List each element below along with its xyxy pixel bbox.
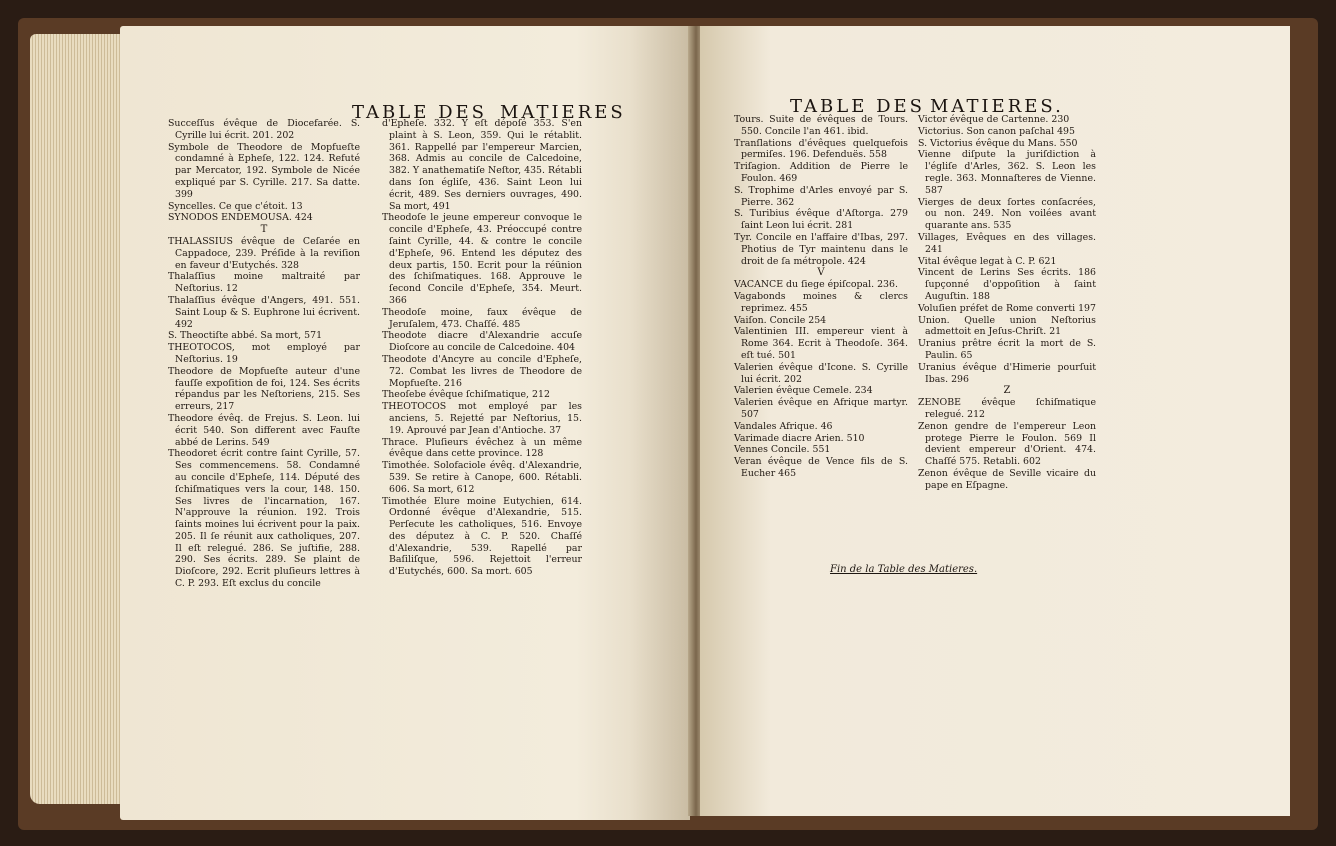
index-entry: Triſagion. Addition de Pierre le Foulon. 469 <box>734 161 908 184</box>
left-heading-matieres: MATIERES <box>500 102 626 123</box>
index-entry: Vincent de Lerins Ses écrits. 186 ſupçonné d'oppoſition à ſaint Auguſtin. 188 <box>918 267 1096 302</box>
index-entry: Theodore évêq. de Frejus. S. Leon. lui écrit 540. Son different avec Fauſte abbé de Lerins. 549 <box>168 412 360 448</box>
index-entry: Union. Quelle union Neſtorius admettoit en Jeſus-Chriſt. 21 <box>918 314 1096 338</box>
index-entry: Theodote d'Ancyre au concile d'Epheſe, 72. Combat les livres de Theodore de Mopfueſte. 216 <box>382 353 582 389</box>
right-column-1 <box>734 114 908 480</box>
index-entry: Tyr. Concile en l'affaire d'Ibas, 297. Photius de Tyr maintenu dans le droit de ſa métropole. 424 <box>734 231 908 267</box>
index-entry: Victor évêque de Cartenne. 230 <box>918 114 1070 125</box>
index-entry: Valerien évêque en Afrique martyr. 507 <box>734 397 908 420</box>
index-entry: Theodote diacre d'Alexandrie accuſe Dioſcore au concile de Calcedoine. 404 <box>382 330 582 354</box>
index-entry: Vagabonds moines & clercs reprimez. 455 <box>734 290 908 314</box>
index-entry: Zenon évêque de Seville vicaire du pape en Eſpagne. <box>918 467 1096 491</box>
index-entry: Thrace. Pluſieurs évêchez à un même évêque dans cette province. 128 <box>382 436 582 460</box>
index-entry: Vaiſon. Concile 254 <box>734 314 827 326</box>
index-entry: Vital évêque legat à C. P. 621 <box>918 255 1057 267</box>
left-heading-table-des: TABLE DES <box>352 102 487 123</box>
index-entry: Timothée Elure moine Eutychien, 614. Ordonné évêque d'Alexandrie, 515. Perſecute les catholiques, 516. Envoye des députez à C. P. 520. Chaſſé d'Alexandrie, 539. Rapellé par Baſiliſque, 596. Rejettoit l'erreur d'Eutychés, 600. Sa mort. 605 <box>382 495 582 578</box>
index-entry: Vierges de deux ſortes conſacrées, ou non. 249. Non voilées avant quarante ans. 535 <box>918 196 1096 232</box>
index-entry: S. Theoctiſte abbé. Sa mort, 571 <box>168 330 323 342</box>
index-entry: Theodore de Mopfueſte auteur d'une fauſſe expoſition de foi, 124. Ses écrits répandus par les Neſtoriens, 215. Ses erreurs, 217 <box>168 365 360 413</box>
index-entry: Vienne diſpute la juriſdiction à l'égliſe d'Arles, 362. S. Leon les regle. 363. Monnaſteres de Vienne. 587 <box>918 149 1096 196</box>
index-entry: Theodoſe moine, faux évêque de Jeruſalem, 473. Chaſſé. 485 <box>382 306 582 330</box>
index-entry: Victorius. Son canon paſchal 495 <box>918 125 1075 137</box>
index-entry: T <box>260 224 268 236</box>
left-column-1 <box>168 118 360 590</box>
index-entry: d'Epheſe. 332. Y eſt dépoſé 353. S'en plaint à S. Leon, 359. Qui le rétablit. 361. Rappellé par l'empereur Marcien, 368. Admis au concile de Calcedoine, 382. Y anathematiſe Neſtor, 435. Rétabli dans ſon égliſe, 436. Saint Leon lui écrit, 489. Ses derniers ouvrages, 490. Sa mort, 491 <box>382 118 582 212</box>
left-page <box>120 26 690 820</box>
index-entry: Valerien évêque d'Icone. S. Cyrille lui écrit. 202 <box>734 361 908 385</box>
index-entry: Veran évêque de Vence fils de S. Eucher 465 <box>734 456 908 479</box>
index-entry: ZENOBE évêque ſchiſmatique relegué. 212 <box>918 397 1096 420</box>
index-entry: Varimade diacre Arien. 510 <box>734 432 865 444</box>
index-entry: Theodoſe le jeune empereur convoque le concile d'Epheſe, 43. Préoccupé contre ſaint Cyrille, 44. & contre le concile d'Epheſe, 96. Entend les députez des deux partis, 150. Ecrit pour la réünion des ſchiſmatiques. 168. Approuve le ſecond Concile d'Epheſe, 354. Meurt. 366 <box>382 212 582 306</box>
index-entry: Tours. Suite de évêques de Tours. 550. Concile l'an 461. ibid. <box>734 114 908 137</box>
page-shadow <box>630 26 690 820</box>
page-edges <box>30 34 126 804</box>
index-entry: Theodoret écrit contre ſaint Cyrille, 57. Ses commencemens. 58. Condamné au concile d'Epheſe, 114. Député des ſchiſmatiques vers la cour, 148. 150. Ses livres de l'incarnation, 167. N'approuve la réunion. 192. Trois ſaints moines lui écrivent pour la paix. 205. Il ſe réunit aux catholiques, 207. Il eſt relegué. 286. Se juſtifie, 288. 290. Ses écrits. 289. Se plaint de Dioſcore, 292. Ecrit pluſieurs lettres à C. P. 293. Eſt exclus du concile <box>168 448 360 590</box>
index-entry: V <box>817 267 825 279</box>
index-entry: Theoſebe évêque ſchiſmatique, 212 <box>382 389 550 401</box>
index-entry: S. Victorius évêque du Mans. 550 <box>918 137 1078 149</box>
index-entry: Timothée. Solofaciole évêq. d'Alexandrie, 539. Se retire à Canope, 600. Rétabli. 606. Sa mort, 612 <box>382 460 582 495</box>
left-column-2 <box>382 118 582 578</box>
right-page <box>700 26 1290 816</box>
index-entry: THEOTOCOS, mot employé par Neſtorius. 19 <box>168 342 360 365</box>
index-entry: Uranius prêtre écrit la mort de S. Paulin. 65 <box>918 338 1096 361</box>
index-entry: Tranſlations d'évêques quelquefois permiſes. 196. Defenduës. 558 <box>734 137 908 161</box>
index-entry: THEOTOCOS mot employé par les anciens, 5. Rejetté par Neſtorius, 15. 19. Aprouvé par Jean d'Antioche. 37 <box>382 401 582 436</box>
end-of-table-text: Fin de la Table des Matieres. <box>830 564 978 575</box>
right-heading-matieres: MATIERES. <box>930 96 1064 117</box>
index-entry: Voluſien préfet de Rome converti 197 <box>918 302 1096 314</box>
index-entry: Thalaſſius moine maltraité par Neſtorius. 12 <box>168 271 360 295</box>
right-heading-table-des: TABLE DES <box>790 96 925 117</box>
index-entry: Valerien évêque Cemele. 234 <box>734 385 873 397</box>
right-column-2 <box>918 114 1096 492</box>
index-entry: Zenon gendre de l'empereur Leon protege Pierre le Foulon. 569 Il devient empereur d'Orient. 474. Chaſſé 575. Retabli. 602 <box>918 420 1096 468</box>
index-entry: Villages, Evêques en des villages. 241 <box>918 231 1096 255</box>
index-entry: SYNODOS ENDEMOUSA. 424 <box>168 212 313 224</box>
index-entry: Symbole de Theodore de Mopfueſte condamné à Epheſe, 122. 124. Refuté par Mercator, 192. Symbole de Nicée expliqué par S. Cyrille. 217. Sa datte. 399 <box>168 141 360 200</box>
index-entry: Thalaſſius évêque d'Angers, 491. 551. Saint Loup & S. Euphrone lui écrivent. 492 <box>168 294 360 330</box>
index-entry: Succeſſus évêque de Diocefarée. S. Cyrille lui écrit. 201. 202 <box>168 118 360 141</box>
index-entry: S. Turibius évêque d'Aſtorga. 279 ſaint Leon lui écrit. 281 <box>734 208 908 232</box>
index-entry: Syncelles. Ce que c'étoit. 13 <box>168 200 303 212</box>
index-entry: Vennes Concile. 551 <box>734 444 831 456</box>
index-entry: VACANCE du ſiege épiſcopal. 236. <box>734 279 898 291</box>
index-entry: Z <box>1003 385 1011 397</box>
index-entry: Uranius évêque d'Himerie pourſuit Ibas. 296 <box>918 361 1096 385</box>
index-entry: Vandales Afrique. 46 <box>734 420 833 432</box>
index-entry: THALASSIUS évêque de Ceſarée en Cappadoce, 239. Préſide à la reviſion en faveur d'Eutychés. 328 <box>168 235 360 271</box>
index-entry: Valentinien III. empereur vient à Rome 364. Ecrit à Theodoſe. 364. eſt tué. 501 <box>734 326 908 361</box>
index-entry: S. Trophime d'Arles envoyé par S. Pierre. 362 <box>734 184 908 208</box>
